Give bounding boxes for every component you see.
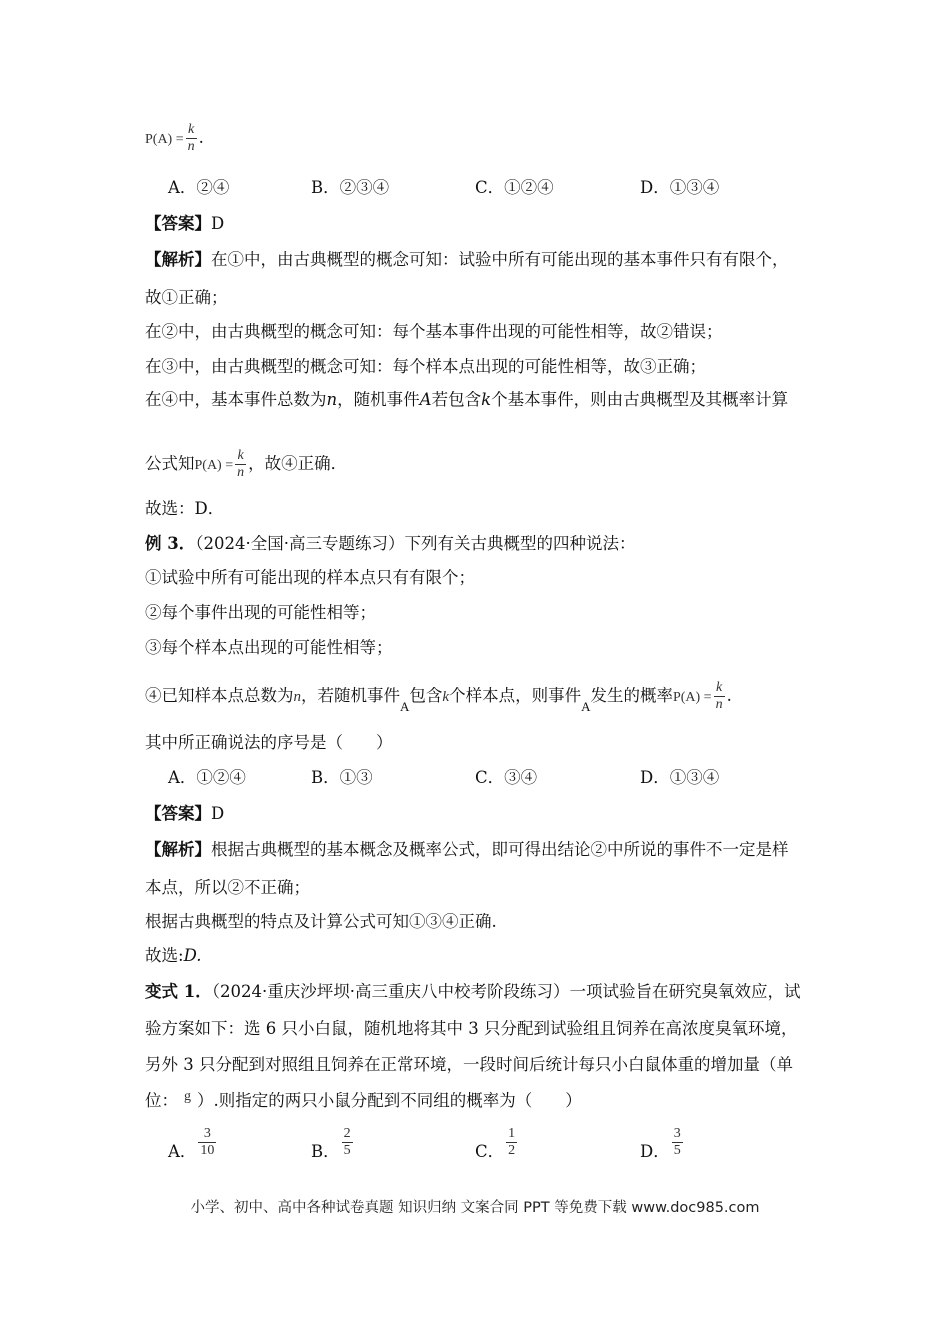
analysis-tag: 【解析】 <box>145 840 211 859</box>
analysis-line-1: 【解析】在①中，由古典概型的概念可知：试验中所有可能出现的基本事件只有有限个， <box>145 250 789 269</box>
fraction: $\frac{k}{n}$ <box>237 448 245 480</box>
formula-tail: . <box>198 128 204 147</box>
analysis-line-5: 在④中，基本事件总数为n，随机事件A若包含k个基本事件，则由古典概型及其概率计算 <box>145 390 789 409</box>
variant-line-4: 位： $^g$ ）.则指定的两只小鼠分配到不同组的概率为（ ） <box>145 1089 582 1110</box>
formula-lhs: P(A) = <box>145 132 184 147</box>
analysis-line-1: 【解析】根据古典概型的基本概念及概率公式，即可得出结论②中所说的事件不一定是样 <box>145 840 789 859</box>
answer-value: D <box>211 214 225 233</box>
analysis-line-2: 故①正确； <box>145 288 228 307</box>
option-b: B．②③④ <box>311 178 390 197</box>
answer-tag: 【答案】 <box>145 214 211 233</box>
question-line: 其中所正确说法的序号是（ ） <box>145 733 393 752</box>
analysis-line-6: 公式知P(A) = $\frac{k}{n}$ ，故④正确． <box>145 448 348 480</box>
fraction-numerator: k <box>188 122 195 137</box>
option-c: C．③④ <box>475 768 538 787</box>
option-a: A．①②④ <box>168 768 246 787</box>
statement-3: ③每个样本点出现的可能性相等； <box>145 638 393 657</box>
variant-line-3: 另外 3 只分配到对照组且饲养在正常环境，一段时间后统计每只小白鼠体重的增加量（单 <box>145 1055 793 1074</box>
analysis-conclusion: 故选：D． <box>145 499 225 518</box>
option-c: C．①②④ <box>475 178 554 197</box>
example-label: 例 3． <box>145 534 196 553</box>
answer-line <box>145 212 224 236</box>
option-a: A．②④ <box>168 178 230 197</box>
analysis-conclusion: 故选:D. <box>145 946 202 965</box>
example-3-heading: 例 3．（2024·全国·高三专题练习）下列有关古典概型的四种说法： <box>145 534 636 553</box>
analysis-line-3: 根据古典概型的特点及计算公式可知①③④正确. <box>145 912 497 931</box>
page-footer: 小学、初中、高中各种试卷真题 知识归纳 文案合同 PPT 等免费下载 www.doc985.com <box>190 1200 760 1216</box>
variant-line-2: 验方案如下：选 6 只小白鼠，随机地将其中 3 只分配到试验组且饲养在高浓度臭氧环境， <box>145 1019 798 1038</box>
option-c: C． $\frac{1}{2}$ <box>475 1126 516 1161</box>
answer-tag: 【答案】 <box>145 804 211 823</box>
answer-line <box>145 802 224 826</box>
variant-label: 变式 1． <box>145 982 212 1001</box>
fraction-denominator: n <box>187 139 195 154</box>
fraction <box>186 122 197 155</box>
statement-4: ④已知样本点总数为n，若随机事件$_A$包含k个样本点，则事件$_A$发生的概率P(A) = $\frac{k}{n}$ . <box>145 680 732 714</box>
option-a: A． $\frac{3}{10}$ <box>168 1126 215 1161</box>
analysis-line-3: 在②中，由古典概型的概念可知：每个基本事件出现的可能性相等，故②错误； <box>145 322 723 341</box>
option-d: D．①③④ <box>640 768 720 787</box>
analysis-tag: 【解析】 <box>145 250 211 269</box>
analysis-line-2: 本点，所以②不正确； <box>145 878 310 897</box>
fraction: $\frac{k}{n}$ <box>715 680 723 712</box>
statement-2: ②每个事件出现的可能性相等； <box>145 603 376 622</box>
formula-line <box>145 122 204 155</box>
variant-1-heading: 变式 1．（2024·重庆沙坪坝·高三重庆八中校考阶段练习）一项试验旨在研究臭氧效应，试 <box>145 982 801 1001</box>
answer-value: D <box>211 804 225 823</box>
option-b: B． $\frac{2}{5}$ <box>311 1126 351 1161</box>
option-b: B．①③ <box>311 768 373 787</box>
analysis-line-4: 在③中，由古典概型的概念可知：每个样本点出现的可能性相等，故③正确； <box>145 357 706 376</box>
option-d: D．①③④ <box>640 178 720 197</box>
option-d: D． $\frac{3}{5}$ <box>640 1126 681 1161</box>
statement-1: ①试验中所有可能出现的样本点只有有限个； <box>145 568 475 587</box>
